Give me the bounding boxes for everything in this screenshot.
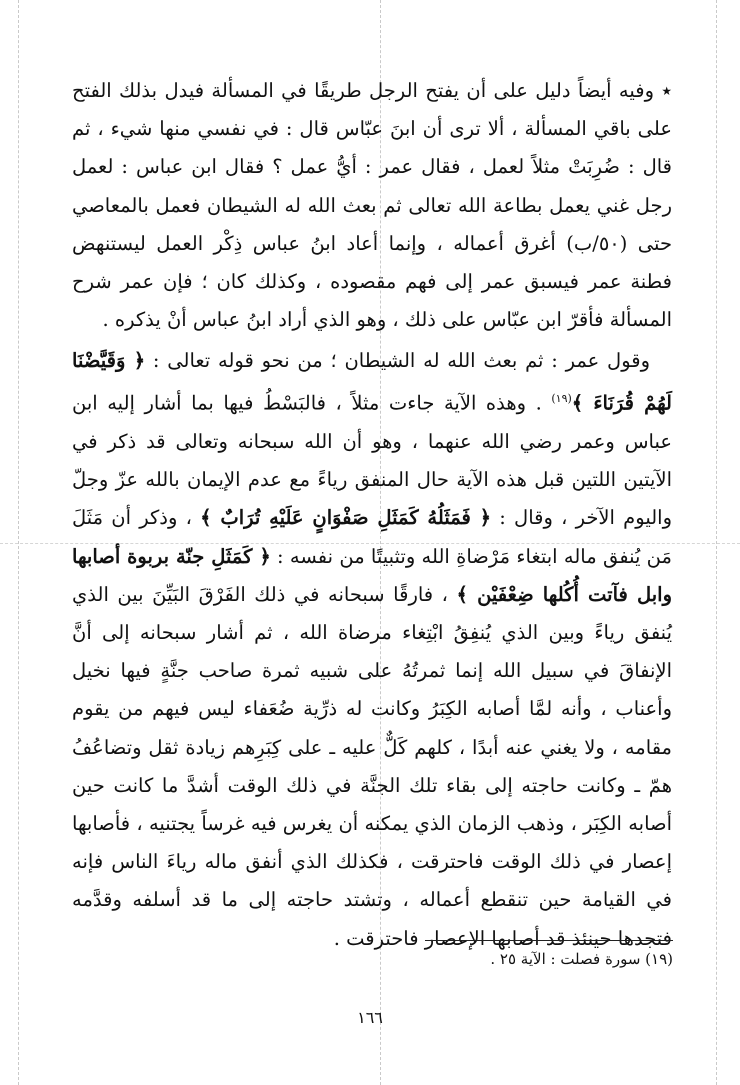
quran-verse-3: ﴿ كَمَثَلِ جنّة بربوة أصابها وابل فآتت أُكُلها ضِعْفَيْن ﴾	[72, 544, 672, 606]
quran-verse-1: ﴿ وَقَيَّضْنَا لَهُمْ قُرَنَاءَ ﴾	[72, 349, 673, 415]
body-text-top	[72, 72, 672, 339]
footnote-separator	[425, 940, 673, 941]
page-number: ١٦٦	[357, 1008, 383, 1027]
body-text-main	[72, 342, 672, 958]
quran-verse-2: ﴿ فَمَثَلُهُ كَمَثَلِ صَفْوَانٍ عَلَيْهِ تُرَابٌ ﴾	[200, 506, 492, 530]
paragraph-1: ٭ وفيه أيضاً دليل على أن يفتح الرجل طريقًا في المسألة فيدل بذلك الفتح على باقي المسألة ، ألا ترى أن ابنَ عبّاس قال : في نفسي منها شيء ، ثم قال : ضُرِبَتْ مثلاً لعمل ، فقال عمر : أيُّ عمل ؟ فقال ابن عباس : لعمل رجل غني يعمل بطاعة الله تعالى ثم بعث الله له الشيطان فعمل بالمعاصي حتى (٥٠/ب) أغرق أعماله ، وإنما أعاد ابنُ عباس ذِكْر العمل ليستنهض فطنة عمر فيسبق عمر إلى فهم مقصوده ، وكذلك كان ؛ فإن عمر شرح المسألة فأقرّ ابن عبّاس على ذلك ، وهو الذي أراد ابنُ عباس أنْ يذكره .	[72, 79, 672, 332]
paragraph-2-text-a: وقول عمر : ثم بعث الله له الشيطان ؛ من نحو قوله تعالى :	[145, 349, 651, 372]
footnote-reference: (١٩)	[551, 392, 572, 406]
paragraph-2-text-b: . وهذه الآية جاءت مثلاً ، فالبَسْطُ فيها بما أشار إليه ابن عباس وعمر رضي الله عنهما ، وهو أن الله سبحانه وتعالى قد ذكر في الآيتين اللتين قبل هذه الآية حال المنفق رياءً مع عدم الإيمان بالله عزّ وجلّ واليوم الآخر ، وقال :	[72, 391, 672, 530]
paragraph-2-text-d: ، فارقًا سبحانه في ذلك الفَرْقَ البَيِّنَ بين الذي يُنفق رياءً وبين الذي يُنفِقُ ابْتِغاء مرضاة الله ، ثم أشار سبحانه إلى أنَّ الإنفاقَ في سبيل الله إنما ثمرتُهُ على شبيه ثمرة صاحب جنَّةٍ فيها نخيل وأعناب ، وأنه لمَّا أصابه الكِبَرُ وكانت له ذرِّية ضُعَفاء ليس فيهم من يقوم مقامه ، ولا يغني عنه أبدًا ، كلهم كَلٌّ عليه ـ على كِبَرِهم زيادة ثقل وتضاعُفُ همّ ـ وكانت حاجته إلى بقاء تلك الجنَّة في ذلك الوقت أشدَّ ما كانت حين أصابه الكِبَر ، وذهب الزمان الذي يمكنه أن يغرس فيه غرساً يجتنيه ، فأصابها إعصار في ذلك الوقت فاحترقت ، فكذلك الذي أنفق ماله رياءَ الناس فإنه في القيامة حين تنقطع أعماله ، وتشتد حاجته إلى ما قد أسلفه وقدَّمه فتجدها حينئذ قد أصابها الإعصار فاحترقت .	[72, 582, 672, 950]
paragraph-2	[72, 342, 672, 958]
paragraph-2-text-c: ، وذكر أن مَثَلَ مَن يُنفق ماله ابتغاء مَرْضاةِ الله وتثبيتًا من نفسه :	[72, 506, 672, 568]
footnote: (١٩) سورة فصلت : الآية ٢٥ .	[490, 950, 673, 968]
